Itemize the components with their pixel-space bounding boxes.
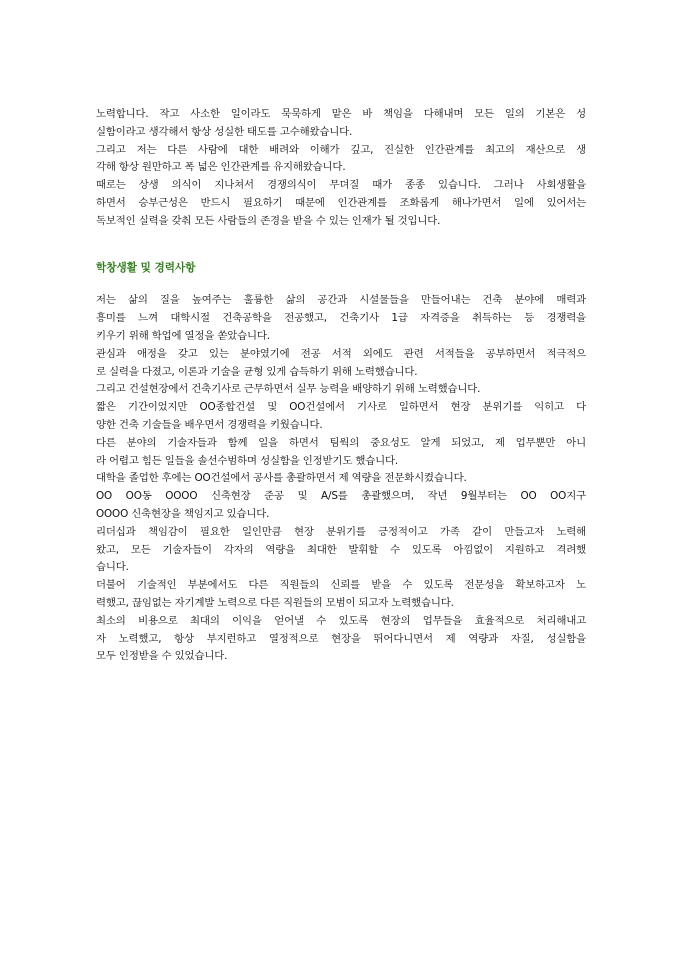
text-line: 습니다. xyxy=(96,561,129,574)
text-line: 짧은 기간이었지만 OO종합건설 및 OO건설에서 기사로 일하면서 현장 분위기를 익히고 다 xyxy=(96,401,586,414)
text-line: 력했고, 끊임없는 자기계발 노력으로 다른 직원들의 모범이 되고자 노력했습니다. xyxy=(96,596,454,609)
text-line: 그리고 건설현장에서 건축기사로 근무하면서 실무 능력을 배양하기 위해 노력했습니다. xyxy=(96,383,481,396)
text-line: 각해 항상 원만하고 폭 넓은 인간관계를 유지해왔습니다. xyxy=(96,161,346,174)
section-heading: 학창생활 및 경력사항 xyxy=(96,261,196,274)
text-line: 다른 분야의 기술자들과 함께 일을 하면서 팀웍의 중요성도 알게 되었고, 제 업무뿐만 아니 xyxy=(96,436,586,449)
text-line: 대학을 졸업한 후에는 OO건설에서 공사를 총괄하면서 제 역량을 전문화시켰습니다. xyxy=(96,472,467,485)
text-line: 하면서 승부근성은 반드시 필요하기 때문에 인간관계를 조화롭게 해나가면서 일에 있어서는 xyxy=(96,196,586,209)
text-line: 더불어 기술적인 부분에서도 다른 직원들의 신뢰를 받을 수 있도록 전문성을 확보하고자 노 xyxy=(96,579,586,592)
intro-paragraphs xyxy=(96,106,586,231)
text-line: 관심과 애정을 갖고 있는 분야였기에 전공 서적 외에도 관련 서적들을 공부하면서 적극적으 xyxy=(96,347,586,360)
text-line: 실함이라고 생각해서 항상 성실한 태도를 고수해왔습니다. xyxy=(96,125,353,138)
document-page xyxy=(96,106,586,666)
career-paragraphs xyxy=(96,292,586,666)
text-line: 노력합니다. 작고 사소한 일이라도 묵묵하게 맡은 바 책임을 다해내며 모든 일의 기본은 성 xyxy=(96,108,586,120)
text-line: 로 실력을 다졌고, 이론과 기술을 균형 있게 습득하기 위해 노력했습니다. xyxy=(96,365,418,378)
text-line: 저는 삶의 질을 높여주는 훌륭한 삶의 공간과 시설물들을 만들어내는 건축 분야에 매력과 xyxy=(96,294,586,307)
text-line: 라 어렵고 힘든 일들을 솔선수범하며 성실함을 인정받기도 했습니다. xyxy=(96,454,399,467)
text-line: 리더십과 책임감이 필요한 일인만큼 현장 분위기를 긍정적이고 가족 같이 만들고자 노력해 xyxy=(96,525,586,538)
text-line: 그리고 저는 다른 사람에 대한 배려와 이해가 깊고, 진실한 인간관계를 최고의 재산으로 생 xyxy=(96,143,586,156)
text-line: 모두 인정받을 수 있었습니다. xyxy=(96,650,228,663)
text-line: 왔고, 모든 기술자들이 각자의 역량을 최대한 발휘할 수 있도록 아낌없이 지원하고 격려했 xyxy=(96,543,586,556)
text-line: OOOO 신축현장을 책임지고 있습니다. xyxy=(96,507,270,520)
text-line: 흥미를 느껴 대학시절 건축공학을 전공했고, 건축기사 1급 자격증을 취득하는 등 경쟁력을 xyxy=(96,312,586,325)
text-line: 양한 건축 기술들을 배우면서 경쟁력을 키웠습니다. xyxy=(96,418,323,431)
text-line: 키우기 위해 학업에 열정을 쏟았습니다. xyxy=(96,329,270,342)
text-line: 독보적인 실력을 갖춰 모든 사람들의 존경을 받을 수 있는 인재가 될 것입니다. xyxy=(96,214,441,227)
text-line: 때로는 상생 의식이 지나쳐서 경쟁의식이 무뎌질 때가 종종 있습니다. 그러나 사회생활을 xyxy=(96,179,586,192)
text-line: OO OO동 OOOO 신축현장 준공 및 A/S를 총괄했으며, 작년 9월부터는 OO OO지구 xyxy=(96,490,586,503)
text-line: 최소의 비용으로 최대의 이익을 얻어낼 수 있도록 현장의 업무들을 효율적으로 처리해내고 xyxy=(96,614,586,627)
text-line: 자 노력했고, 항상 부지런하고 열정적으로 현장을 뛰어다니면서 제 역량과 자질, 성실함을 xyxy=(96,632,586,645)
